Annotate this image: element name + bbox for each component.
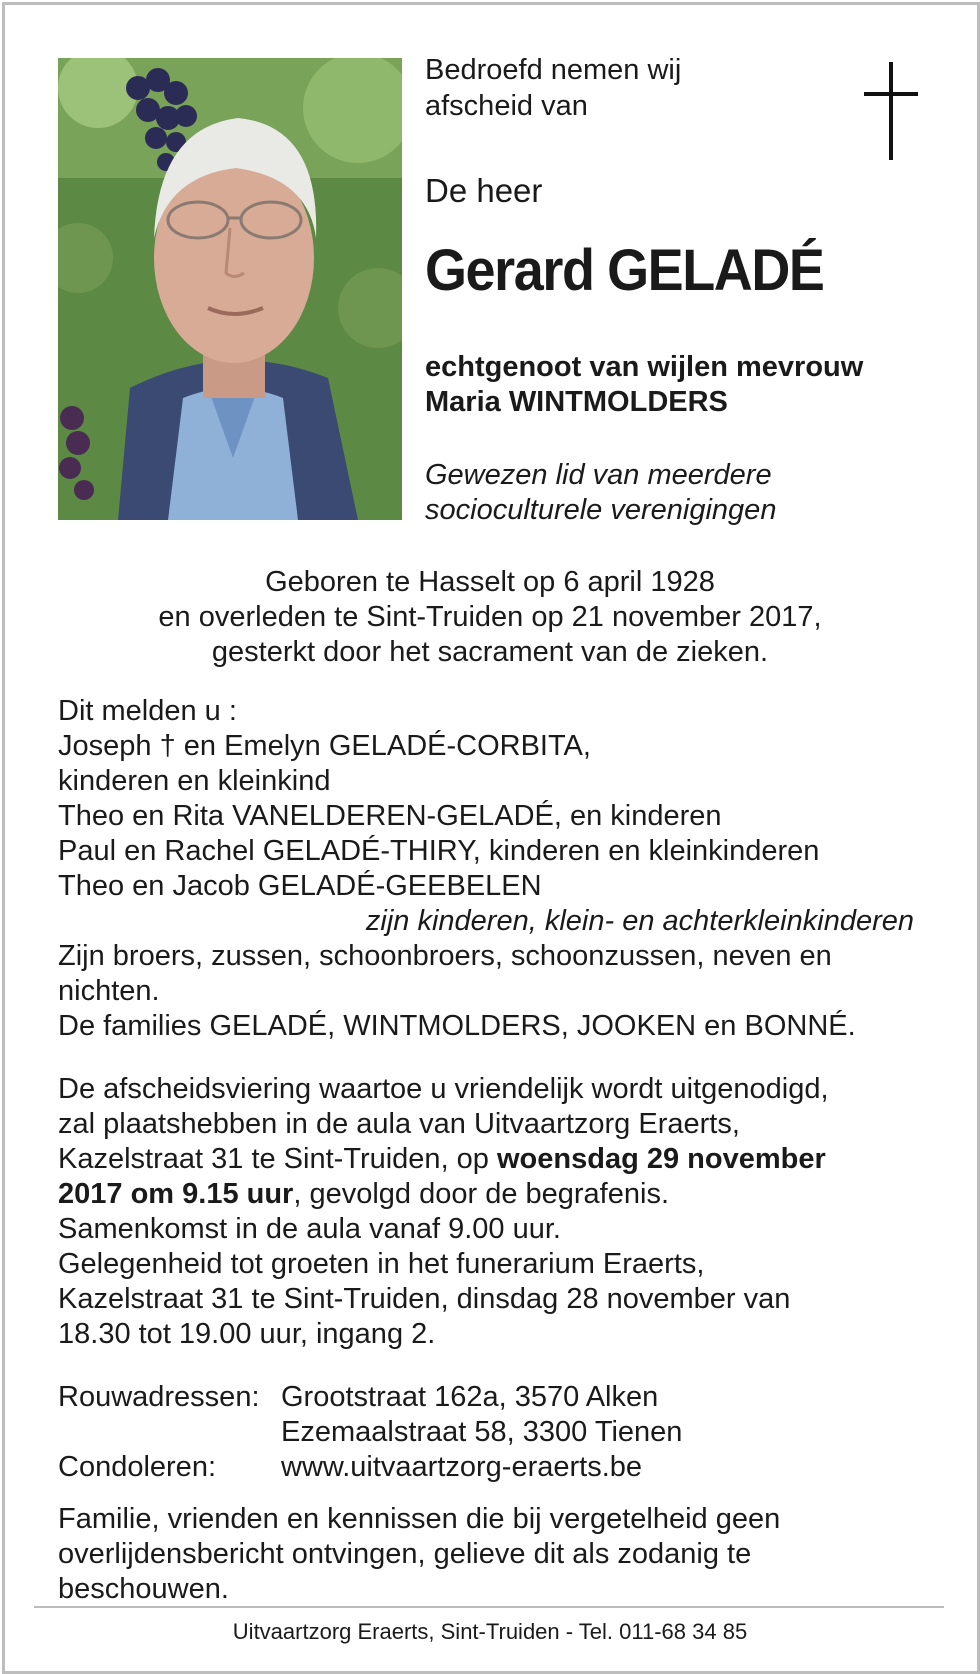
ceremony-line: 18.30 tot 19.00 uur, ingang 2. — [58, 1318, 436, 1350]
closing-line: overlijdensbericht ontvingen, gelieve dit als zodanig te — [58, 1538, 752, 1570]
family-line: nichten. — [58, 975, 160, 1007]
role-line: Gewezen lid van meerdere — [425, 459, 772, 491]
family-relation: zijn kinderen, klein- en achterkleinkinderen — [365, 905, 914, 937]
birth-death-info — [40, 565, 940, 670]
footer-divider — [34, 1606, 944, 1608]
family-line: kinderen en kleinkind — [58, 765, 331, 797]
role-info — [425, 458, 776, 528]
ceremony-line: zal plaatshebben in de aula van Uitvaartzorg Eraerts, — [58, 1108, 740, 1140]
closing-line: Familie, vrienden en kennissen die bij vergetelheid geen — [58, 1503, 781, 1535]
family-line: Paul en Rachel GELADÉ-THIRY, kinderen en kleinkinderen — [58, 835, 820, 867]
address-row — [58, 1415, 928, 1450]
ceremony-line: De afscheidsviering waartoe u vriendelijk wordt uitgenodigd, — [58, 1073, 829, 1105]
condolence-label: Condoleren: — [58, 1451, 216, 1483]
footer-funeral-home: Uitvaartzorg Eraerts, Sint-Truiden - Tel. 011-68 34 85 — [232, 1619, 748, 1644]
ceremony-line — [58, 1142, 928, 1177]
family-line: De families GELADÉ, WINTMOLDERS, JOOKEN en BONNÉ. — [58, 1010, 856, 1042]
ceremony-line: Kazelstraat 31 te Sint-Truiden, dinsdag 28 november van — [58, 1283, 791, 1315]
ceremony-info — [58, 1072, 928, 1352]
birth-death-line: gesterkt door het sacrament van de zieken. — [211, 636, 769, 668]
closing-line: beschouwen. — [58, 1573, 229, 1605]
family-list — [58, 694, 928, 1044]
family-line: Theo en Jacob GELADÉ-GEEBELEN — [58, 870, 542, 902]
deceased-name: Gerard GELADÉ — [425, 238, 824, 303]
ceremony-text: Kazelstraat 31 te Sint-Truiden, op — [58, 1143, 497, 1175]
closing-note — [58, 1502, 928, 1607]
intro-line: Bedroefd nemen wij — [425, 54, 682, 86]
address-label: Rouwadressen: — [58, 1381, 260, 1413]
ceremony-line: Gelegenheid tot groeten in het funerarium Eraerts, — [58, 1248, 705, 1280]
spouse-line: echtgenoot van wijlen mevrouw — [425, 351, 864, 383]
address-info — [58, 1380, 928, 1485]
address-row — [58, 1380, 928, 1415]
ceremony-text: , gevolgd door de begrafenis. — [293, 1178, 669, 1210]
condolence-row — [58, 1450, 928, 1485]
family-line: Joseph † en Emelyn GELADÉ-CORBITA, — [58, 730, 591, 762]
ceremony-date: woensdag 29 november — [497, 1143, 826, 1175]
intro-text — [425, 52, 745, 124]
ceremony-line: Samenkomst in de aula vanaf 9.00 uur. — [58, 1213, 561, 1245]
ceremony-time: 2017 om 9.15 uur — [58, 1178, 294, 1210]
spouse-line: Maria WINTMOLDERS — [425, 386, 728, 418]
honorific: De heer — [425, 172, 543, 209]
spouse-info — [425, 350, 863, 420]
address-value: Ezemaalstraat 58, 3300 Tienen — [281, 1416, 683, 1448]
family-line: Dit melden u : — [58, 695, 237, 727]
family-line: Zijn broers, zussen, schoonbroers, schoonzussen, neven en — [58, 940, 832, 972]
ceremony-line — [58, 1177, 928, 1212]
condolence-website[interactable]: www.uitvaartzorg-eraerts.be — [281, 1451, 643, 1483]
address-value: Grootstraat 162a, 3570 Alken — [281, 1381, 659, 1413]
address-label-spacer — [58, 1415, 281, 1450]
role-line: socioculturele verenigingen — [425, 494, 777, 526]
intro-line: afscheid van — [425, 90, 588, 122]
family-line: Theo en Rita VANELDEREN-GELADÉ, en kinderen — [58, 800, 722, 832]
portrait-photo — [58, 58, 402, 520]
birth-death-line: Geboren te Hasselt op 6 april 1928 — [265, 566, 715, 598]
birth-death-line: en overleden te Sint-Truiden op 21 november 2017, — [158, 601, 822, 633]
cross-icon — [862, 62, 922, 160]
